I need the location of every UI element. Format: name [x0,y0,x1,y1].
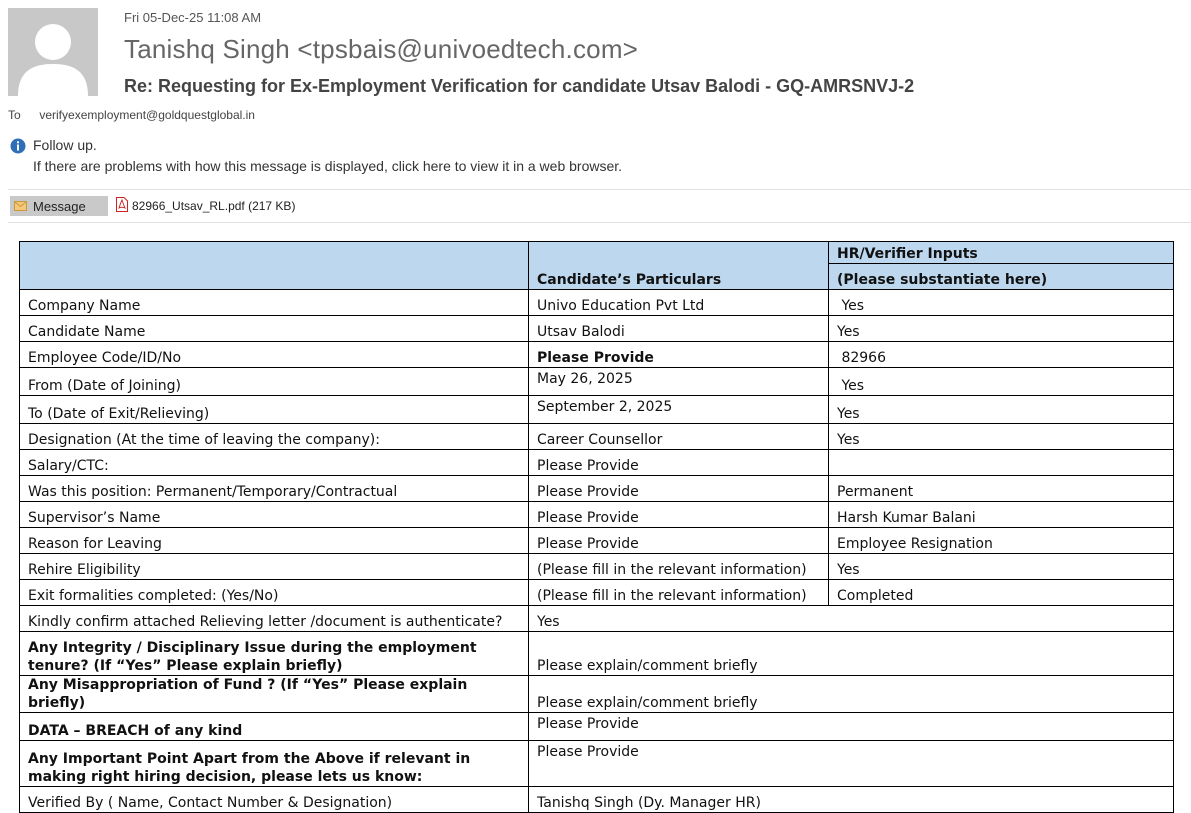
field-label: Kindly confirm attached Relieving letter /document is authenticate? [20,606,529,632]
verifier-value: Yes [829,316,1174,342]
divider [8,189,1191,190]
merged-value: Tanishq Singh (Dy. Manager HR) [529,787,1174,813]
email-datetime: Fri 05-Dec-25 11:08 AM [124,10,262,25]
table-row-merged [20,632,1174,676]
field-label: Designation (At the time of leaving the company): [20,424,529,450]
merged-value: Yes [529,606,1174,632]
table-row [20,342,1174,368]
verification-table [19,241,1174,813]
candidate-value: Utsav Balodi [529,316,829,342]
verifier-value: Harsh Kumar Balani [829,502,1174,528]
table-row [20,396,1174,424]
table-row [20,424,1174,450]
verifier-value: 82966 [829,342,1174,368]
candidate-value: Please Provide [529,528,829,554]
field-label: Verified By ( Name, Contact Number & Designation) [20,787,529,813]
field-label: Salary/CTC: [20,450,529,476]
header-field-cell [20,242,529,290]
table-row-merged [20,787,1174,813]
field-label: Company Name [20,290,529,316]
candidate-value: (Please fill in the relevant information) [529,554,829,580]
candidate-value: Please Provide [529,476,829,502]
field-label: Supervisor’s Name [20,502,529,528]
header-verifier-inputs: HR/Verifier Inputs [829,242,1174,264]
candidate-value: September 2, 2025 [529,396,829,424]
verifier-value: Yes [829,368,1174,396]
table-row-merged [20,676,1174,713]
table-row-merged [20,606,1174,632]
table-row [20,528,1174,554]
table-row [20,580,1174,606]
message-tab-label: Message [33,198,86,214]
table-row-merged [20,713,1174,741]
merged-value: Please explain/comment briefly [529,632,1174,676]
table-row [20,290,1174,316]
followup-flag: Follow up. [33,137,97,153]
candidate-value: Career Counsellor [529,424,829,450]
table-row [20,502,1174,528]
table-row [20,316,1174,342]
to-row [8,108,255,122]
email-sender[interactable]: Tanishq Singh <tpsbais@univoedtech.com> [124,34,639,64]
field-label: From (Date of Joining) [20,368,529,396]
merged-value: Please Provide [529,741,1174,787]
field-label: DATA – BREACH of any kind [20,713,529,741]
divider [8,222,1191,223]
info-icon [10,138,26,159]
candidate-value: Please Provide [529,502,829,528]
merged-value: Please Provide [529,713,1174,741]
candidate-value: May 26, 2025 [529,368,829,396]
verifier-value [829,450,1174,476]
message-tab[interactable] [10,196,108,216]
candidate-value: (Please fill in the relevant information) [529,580,829,606]
candidate-value: Univo Education Pvt Ltd [529,290,829,316]
table-row [20,450,1174,476]
attachment-item[interactable] [116,197,295,215]
field-label: Candidate Name [20,316,529,342]
verifier-value: Yes [829,424,1174,450]
verifier-value: Permanent [829,476,1174,502]
verifier-value: Employee Resignation [829,528,1174,554]
field-label: Was this position: Permanent/Temporary/Contractual [20,476,529,502]
email-subject: Re: Requesting for Ex-Employment Verification for candidate Utsav Balodi - GQ-AMRSNVJ-2 [124,76,915,96]
verifier-value: Completed [829,580,1174,606]
table-row [20,554,1174,580]
web-view-notice[interactable]: If there are problems with how this message is displayed, click here to view it in a web browser. [33,158,623,174]
verifier-value: Yes [829,290,1174,316]
verifier-value: Yes [829,396,1174,424]
field-label: To (Date of Exit/Relieving) [20,396,529,424]
sender-avatar [8,8,98,96]
merged-value: Please explain/comment briefly [529,676,1174,713]
field-label: Any Important Point Apart from the Above if relevant in making right hiring decision, please lets us know: [20,741,529,787]
pdf-file-icon [116,197,128,215]
field-label: Employee Code/ID/No [20,342,529,368]
envelope-icon [14,199,27,214]
field-label: Rehire Eligibility [20,554,529,580]
attachment-label: 82966_Utsav_RL.pdf (217 KB) [132,199,296,213]
to-label: To [8,108,21,122]
to-address[interactable]: verifyexemployment@goldquestglobal.in [39,108,255,122]
field-label: Reason for Leaving [20,528,529,554]
candidate-value: Please Provide [529,450,829,476]
field-label: Any Misappropriation of Fund ? (If “Yes” Please explain briefly) [20,676,529,713]
person-icon [8,8,98,96]
header-candidate-particulars: Candidate’s Particulars [529,242,829,290]
field-label: Exit formalities completed: (Yes/No) [20,580,529,606]
verifier-value: Yes [829,554,1174,580]
table-row-merged [20,741,1174,787]
table-row [20,368,1174,396]
header-substantiate: (Please substantiate here) [829,264,1174,290]
field-label: Any Integrity / Disciplinary Issue during the employment tenure? (If “Yes” Please explain briefly) [20,632,529,676]
table-row [20,476,1174,502]
candidate-value: Please Provide [529,342,829,368]
